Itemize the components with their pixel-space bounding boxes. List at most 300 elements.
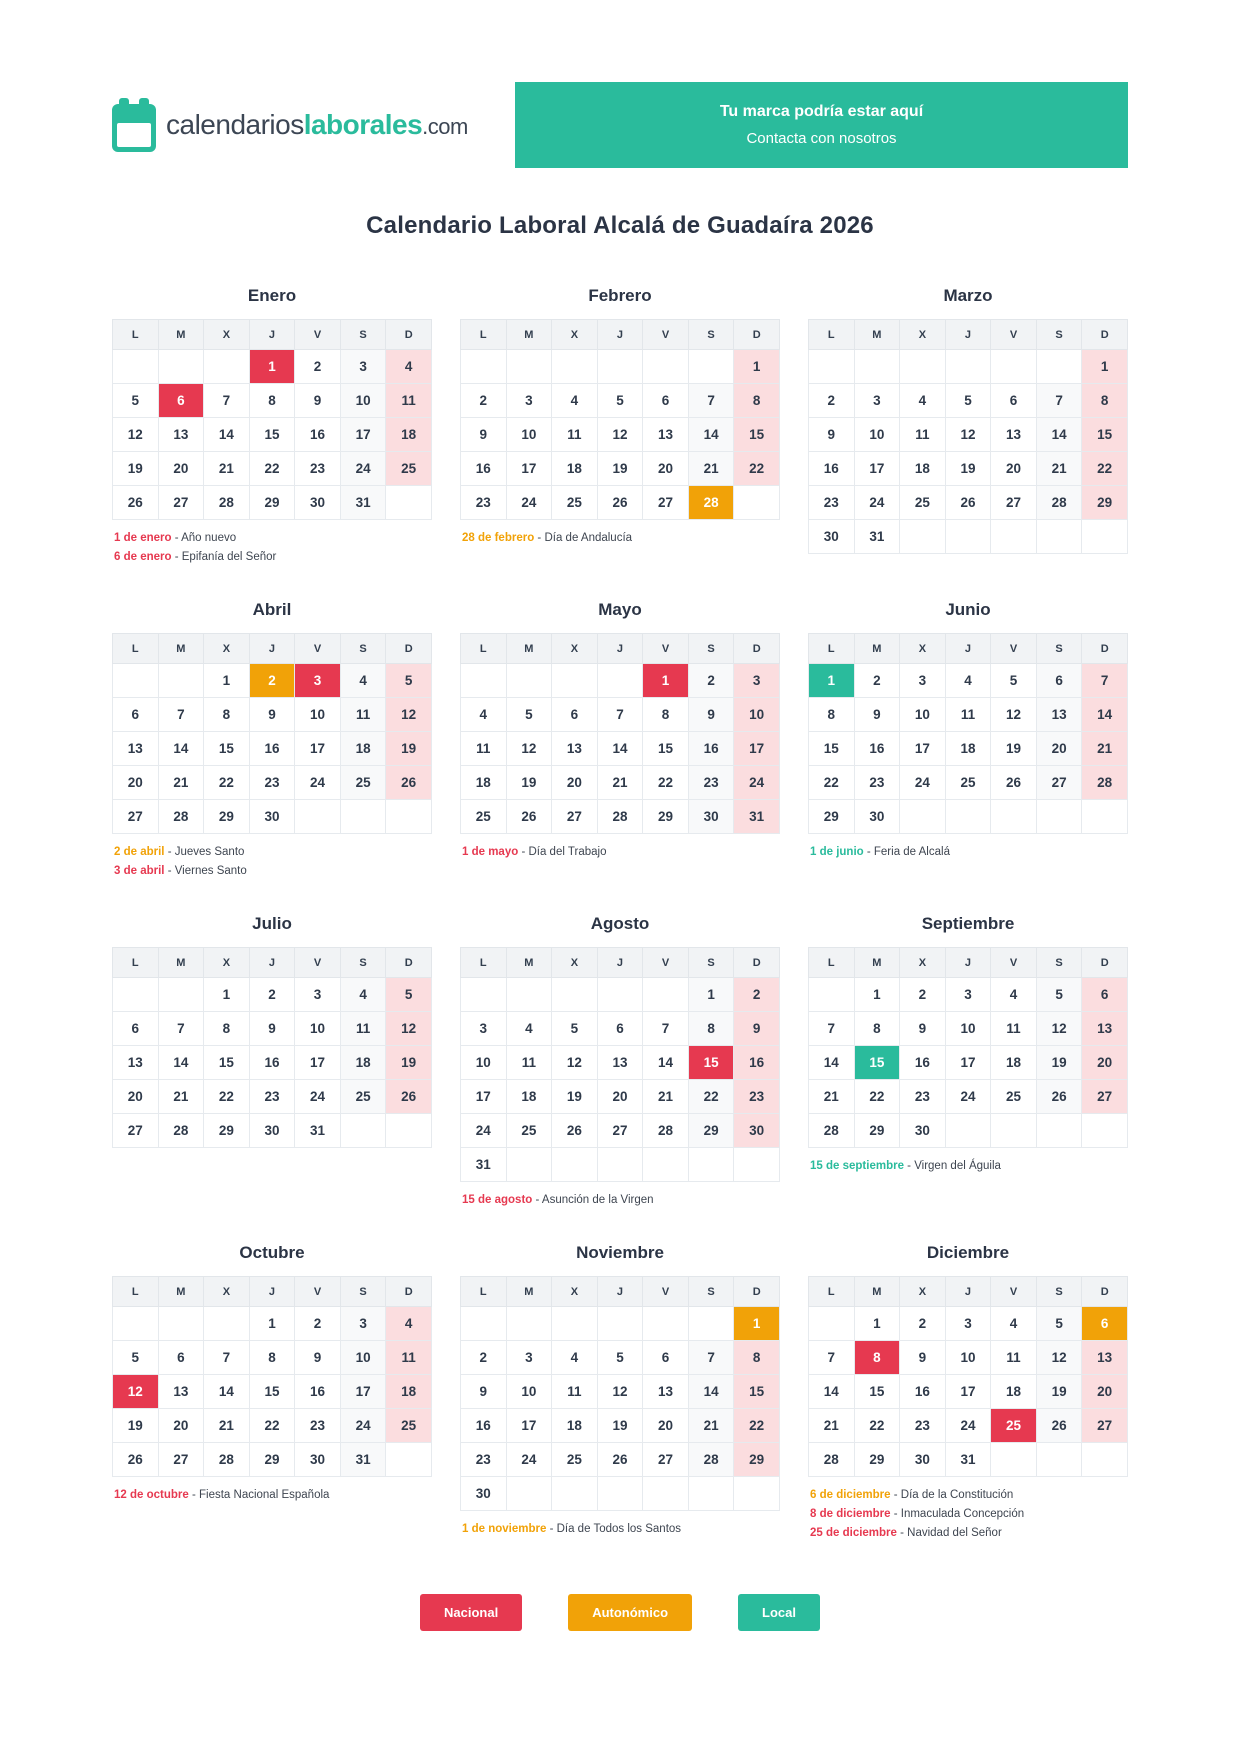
- month-agosto: [460, 914, 780, 1213]
- day-cell: 1: [204, 978, 250, 1012]
- day-cell: [552, 1307, 598, 1341]
- weekday-header: S: [340, 320, 386, 350]
- day-cell: 3: [854, 384, 900, 418]
- day-cell: 3: [506, 1341, 552, 1375]
- day-cell: 18: [900, 452, 946, 486]
- month-notes: [808, 1160, 1128, 1172]
- weekday-header: X: [900, 948, 946, 978]
- day-cell: 31: [854, 520, 900, 554]
- site-logo[interactable]: [112, 98, 468, 152]
- day-cell: [158, 664, 204, 698]
- banner-headline: Tu marca podría estar aquí: [719, 103, 924, 120]
- day-cell: 23: [809, 486, 855, 520]
- day-cell: 29: [688, 1114, 734, 1148]
- day-cell: [386, 1114, 432, 1148]
- month-febrero: [460, 286, 780, 570]
- day-cell: 4: [386, 350, 432, 384]
- holiday-note-description: - Viernes Santo: [164, 865, 247, 877]
- day-cell: 25: [386, 1409, 432, 1443]
- weekday-header: D: [734, 320, 780, 350]
- day-cell: [734, 1477, 780, 1511]
- day-cell: 6: [1036, 664, 1082, 698]
- legend: [112, 1594, 1128, 1631]
- day-cell: 6: [991, 384, 1037, 418]
- day-cell: 20: [1082, 1046, 1128, 1080]
- day-cell: 5: [113, 384, 159, 418]
- promo-banner[interactable]: [515, 82, 1128, 168]
- day-cell: 10: [506, 418, 552, 452]
- day-cell: 24: [945, 1080, 991, 1114]
- day-cell: 8: [643, 698, 689, 732]
- weekday-header: X: [552, 948, 598, 978]
- banner-contact-link[interactable]: Contacta con nosotros: [746, 130, 897, 147]
- month-title: Diciembre: [926, 1243, 1010, 1262]
- day-cell: 24: [900, 766, 946, 800]
- calendar-logo-face: [117, 123, 151, 147]
- weekday-header: M: [506, 634, 552, 664]
- day-cell: 2: [461, 384, 507, 418]
- day-cell: 8: [734, 384, 780, 418]
- day-cell: 1: [204, 664, 250, 698]
- day-cell: 18: [506, 1080, 552, 1114]
- day-cell: [158, 978, 204, 1012]
- day-cell: 12: [113, 418, 159, 452]
- day-cell: 22: [734, 1409, 780, 1443]
- holiday-note-date: 8 de diciembre: [810, 1508, 891, 1520]
- holiday-note: [810, 1489, 1128, 1501]
- day-cell: 16: [809, 452, 855, 486]
- day-cell: 22: [1082, 452, 1128, 486]
- weekday-header: J: [597, 948, 643, 978]
- day-cell: 27: [552, 800, 598, 834]
- day-cell: 20: [643, 1409, 689, 1443]
- day-cell: 11: [386, 384, 432, 418]
- day-cell: 15: [734, 418, 780, 452]
- month-notes: [112, 846, 432, 877]
- legend-autonomico-button[interactable]: Autonómico: [568, 1594, 692, 1631]
- holiday-note: [462, 846, 780, 858]
- month-notes: [808, 1489, 1128, 1539]
- day-cell: [854, 350, 900, 384]
- day-cell: 5: [386, 664, 432, 698]
- holiday-note-description: - Año nuevo: [171, 532, 237, 544]
- day-cell: 13: [1082, 1012, 1128, 1046]
- day-cell: 31: [945, 1443, 991, 1477]
- day-cell: [945, 800, 991, 834]
- day-cell: 4: [506, 1012, 552, 1046]
- weekday-header: J: [597, 634, 643, 664]
- day-cell: [991, 520, 1037, 554]
- holiday-note-date: 6 de diciembre: [810, 1489, 891, 1501]
- day-cell: [552, 350, 598, 384]
- holiday-note: [462, 532, 780, 544]
- holiday-note-date: 6 de enero: [114, 551, 172, 563]
- day-cell: 17: [340, 418, 386, 452]
- day-cell: 13: [643, 418, 689, 452]
- day-cell: [158, 350, 204, 384]
- holiday-note-description: - Feria de Alcalá: [863, 846, 950, 858]
- day-cell: 8: [249, 1341, 295, 1375]
- day-cell: 30: [461, 1477, 507, 1511]
- day-cell: 21: [688, 452, 734, 486]
- day-cell: [386, 800, 432, 834]
- day-cell: 5: [991, 664, 1037, 698]
- day-cell: 25: [340, 766, 386, 800]
- day-cell: 15: [204, 732, 250, 766]
- holiday-note-description: - Asunción de la Virgen: [532, 1194, 654, 1206]
- weekday-header: X: [552, 1277, 598, 1307]
- month-calendar: [112, 1276, 432, 1477]
- month-octubre: [112, 1243, 432, 1546]
- day-cell: 9: [900, 1012, 946, 1046]
- day-cell: 18: [991, 1046, 1037, 1080]
- day-cell: [900, 350, 946, 384]
- day-cell: 14: [688, 1375, 734, 1409]
- day-cell: 14: [688, 418, 734, 452]
- weekday-header: M: [506, 1277, 552, 1307]
- day-cell: 20: [113, 1080, 159, 1114]
- day-cell: [1036, 520, 1082, 554]
- day-cell: 12: [597, 1375, 643, 1409]
- day-cell: 24: [340, 452, 386, 486]
- day-cell: 9: [249, 1012, 295, 1046]
- day-cell: 21: [204, 1409, 250, 1443]
- weekday-header: D: [1082, 1277, 1128, 1307]
- day-cell: 13: [113, 732, 159, 766]
- day-cell: 25: [386, 452, 432, 486]
- day-cell: 13: [991, 418, 1037, 452]
- day-cell: 30: [734, 1114, 780, 1148]
- holiday-note-description: - Jueves Santo: [164, 846, 245, 858]
- day-cell: [461, 978, 507, 1012]
- day-cell: 21: [643, 1080, 689, 1114]
- day-cell: 10: [854, 418, 900, 452]
- day-cell: 9: [900, 1341, 946, 1375]
- day-cell: 26: [113, 1443, 159, 1477]
- day-cell: 6: [158, 384, 204, 418]
- day-cell: 10: [945, 1012, 991, 1046]
- legend-local-button[interactable]: Local: [738, 1594, 820, 1631]
- day-cell: 22: [249, 1409, 295, 1443]
- day-cell: 22: [854, 1080, 900, 1114]
- day-cell: 10: [945, 1341, 991, 1375]
- day-cell: 15: [1082, 418, 1128, 452]
- holiday-note-description: - Fiesta Nacional Española: [188, 1489, 330, 1501]
- day-cell: 10: [340, 1341, 386, 1375]
- weekday-header: M: [158, 320, 204, 350]
- day-cell: 30: [249, 800, 295, 834]
- holiday-note: [810, 1527, 1128, 1539]
- months-grid: [112, 286, 1128, 1546]
- day-cell: 28: [1036, 486, 1082, 520]
- day-cell: 19: [597, 452, 643, 486]
- weekday-header: S: [688, 1277, 734, 1307]
- day-cell: 11: [506, 1046, 552, 1080]
- weekday-header: J: [249, 948, 295, 978]
- weekday-header: J: [249, 320, 295, 350]
- day-cell: 18: [386, 418, 432, 452]
- day-cell: 9: [809, 418, 855, 452]
- day-cell: [945, 350, 991, 384]
- holiday-note-description: - Día de Todos los Santos: [546, 1523, 682, 1535]
- weekday-header: V: [295, 634, 341, 664]
- day-cell: 18: [552, 452, 598, 486]
- month-title: Abril: [252, 600, 292, 619]
- day-cell: 12: [1036, 1341, 1082, 1375]
- day-cell: [113, 350, 159, 384]
- holiday-note: [810, 846, 1128, 858]
- holiday-note-description: - Virgen del Águila: [903, 1160, 1001, 1172]
- day-cell: [945, 1114, 991, 1148]
- day-cell: 13: [1036, 698, 1082, 732]
- day-cell: [1082, 800, 1128, 834]
- day-cell: 27: [597, 1114, 643, 1148]
- logo-text-laborales: laborales: [303, 109, 423, 140]
- day-cell: 5: [945, 384, 991, 418]
- holiday-note-date: 25 de diciembre: [810, 1527, 897, 1539]
- holiday-note-date: 1 de junio: [810, 846, 864, 858]
- weekday-header: V: [991, 1277, 1037, 1307]
- holiday-note: [114, 865, 432, 877]
- day-cell: 19: [506, 766, 552, 800]
- day-cell: [734, 486, 780, 520]
- day-cell: 12: [386, 1012, 432, 1046]
- day-cell: 28: [597, 800, 643, 834]
- day-cell: 21: [158, 766, 204, 800]
- weekday-header: X: [204, 634, 250, 664]
- month-notes: [460, 846, 780, 858]
- weekday-header: S: [340, 948, 386, 978]
- holiday-note-description: - Día de Andalucía: [534, 532, 633, 544]
- day-cell: 5: [597, 384, 643, 418]
- month-septiembre: [808, 914, 1128, 1213]
- day-cell: 23: [295, 1409, 341, 1443]
- weekday-header: M: [506, 320, 552, 350]
- day-cell: 28: [1082, 766, 1128, 800]
- day-cell: 23: [900, 1409, 946, 1443]
- day-cell: 8: [249, 384, 295, 418]
- day-cell: 9: [295, 384, 341, 418]
- day-cell: [552, 1148, 598, 1182]
- weekday-header: D: [386, 320, 432, 350]
- day-cell: [1036, 1114, 1082, 1148]
- day-cell: 1: [249, 350, 295, 384]
- day-cell: [945, 520, 991, 554]
- day-cell: 29: [204, 1114, 250, 1148]
- day-cell: 7: [643, 1012, 689, 1046]
- day-cell: 6: [1082, 1307, 1128, 1341]
- weekday-header: L: [113, 948, 159, 978]
- month-calendar: [460, 1276, 780, 1511]
- day-cell: 25: [340, 1080, 386, 1114]
- weekday-header: S: [1036, 320, 1082, 350]
- day-cell: 4: [461, 698, 507, 732]
- day-cell: 25: [552, 486, 598, 520]
- day-cell: 29: [854, 1114, 900, 1148]
- day-cell: 11: [900, 418, 946, 452]
- day-cell: 30: [809, 520, 855, 554]
- day-cell: 15: [688, 1046, 734, 1080]
- day-cell: 13: [158, 1375, 204, 1409]
- day-cell: 30: [295, 486, 341, 520]
- day-cell: 3: [295, 664, 341, 698]
- weekday-header: M: [158, 948, 204, 978]
- day-cell: [552, 978, 598, 1012]
- day-cell: 27: [1082, 1409, 1128, 1443]
- day-cell: 18: [945, 732, 991, 766]
- day-cell: [643, 1477, 689, 1511]
- day-cell: 29: [249, 1443, 295, 1477]
- day-cell: 6: [643, 1341, 689, 1375]
- day-cell: 1: [1082, 350, 1128, 384]
- weekday-header: M: [854, 634, 900, 664]
- day-cell: 7: [1036, 384, 1082, 418]
- day-cell: 5: [597, 1341, 643, 1375]
- day-cell: 21: [597, 766, 643, 800]
- day-cell: 17: [945, 1046, 991, 1080]
- day-cell: 24: [945, 1409, 991, 1443]
- day-cell: [158, 1307, 204, 1341]
- weekday-header: L: [113, 634, 159, 664]
- day-cell: 27: [113, 800, 159, 834]
- day-cell: 22: [854, 1409, 900, 1443]
- day-cell: 27: [1036, 766, 1082, 800]
- month-title: Marzo: [943, 286, 993, 305]
- day-cell: 16: [688, 732, 734, 766]
- day-cell: 29: [809, 800, 855, 834]
- holiday-note-date: 1 de mayo: [462, 846, 519, 858]
- holiday-note-description: - Día del Trabajo: [518, 846, 607, 858]
- day-cell: 14: [597, 732, 643, 766]
- day-cell: 11: [461, 732, 507, 766]
- weekday-header: J: [597, 320, 643, 350]
- day-cell: 3: [506, 384, 552, 418]
- weekday-header: V: [643, 1277, 689, 1307]
- day-cell: 3: [945, 1307, 991, 1341]
- day-cell: 26: [991, 766, 1037, 800]
- weekday-header: X: [204, 948, 250, 978]
- holiday-note-description: - Día de la Constitución: [890, 1489, 1014, 1501]
- day-cell: 8: [734, 1341, 780, 1375]
- holiday-note: [114, 551, 432, 563]
- day-cell: 30: [854, 800, 900, 834]
- day-cell: 27: [113, 1114, 159, 1148]
- weekday-header: V: [991, 948, 1037, 978]
- day-cell: 27: [643, 1443, 689, 1477]
- day-cell: 16: [461, 1409, 507, 1443]
- day-cell: 5: [1036, 1307, 1082, 1341]
- day-cell: 28: [809, 1114, 855, 1148]
- holiday-note-description: - Navidad del Señor: [896, 1527, 1002, 1539]
- day-cell: 17: [506, 1409, 552, 1443]
- day-cell: 25: [552, 1443, 598, 1477]
- day-cell: 19: [597, 1409, 643, 1443]
- day-cell: 7: [158, 698, 204, 732]
- day-cell: 4: [900, 384, 946, 418]
- day-cell: 5: [1036, 978, 1082, 1012]
- day-cell: 4: [340, 978, 386, 1012]
- month-calendar: [808, 947, 1128, 1148]
- day-cell: [597, 1307, 643, 1341]
- month-junio: [808, 600, 1128, 884]
- day-cell: 18: [552, 1409, 598, 1443]
- day-cell: 15: [809, 732, 855, 766]
- day-cell: 17: [295, 1046, 341, 1080]
- weekday-header: J: [945, 320, 991, 350]
- day-cell: 5: [552, 1012, 598, 1046]
- day-cell: 22: [809, 766, 855, 800]
- weekday-header: D: [734, 1277, 780, 1307]
- day-cell: 1: [734, 1307, 780, 1341]
- day-cell: 14: [1082, 698, 1128, 732]
- day-cell: 15: [643, 732, 689, 766]
- weekday-header: V: [295, 1277, 341, 1307]
- holiday-note-date: 28 de febrero: [462, 532, 535, 544]
- holiday-note: [810, 1508, 1128, 1520]
- day-cell: 19: [1036, 1046, 1082, 1080]
- day-cell: 22: [734, 452, 780, 486]
- day-cell: 3: [945, 978, 991, 1012]
- day-cell: 6: [113, 698, 159, 732]
- month-calendar: [460, 319, 780, 520]
- day-cell: 13: [597, 1046, 643, 1080]
- day-cell: 13: [158, 418, 204, 452]
- day-cell: 16: [249, 1046, 295, 1080]
- month-calendar: [112, 947, 432, 1148]
- day-cell: 16: [295, 418, 341, 452]
- holiday-note-date: 12 de octubre: [114, 1489, 189, 1501]
- day-cell: 7: [204, 1341, 250, 1375]
- month-abril: [112, 600, 432, 884]
- day-cell: 31: [734, 800, 780, 834]
- month-notes: [808, 846, 1128, 858]
- month-title: Febrero: [588, 286, 652, 305]
- day-cell: [991, 800, 1037, 834]
- day-cell: 7: [158, 1012, 204, 1046]
- day-cell: 11: [991, 1341, 1037, 1375]
- day-cell: 10: [295, 698, 341, 732]
- day-cell: 2: [854, 664, 900, 698]
- day-cell: 9: [461, 1375, 507, 1409]
- day-cell: [734, 1148, 780, 1182]
- weekday-header: X: [900, 1277, 946, 1307]
- day-cell: 4: [552, 384, 598, 418]
- day-cell: [340, 1114, 386, 1148]
- day-cell: 26: [1036, 1080, 1082, 1114]
- day-cell: [386, 486, 432, 520]
- legend-nacional-button[interactable]: Nacional: [420, 1594, 522, 1631]
- day-cell: 14: [204, 1375, 250, 1409]
- day-cell: 13: [1082, 1341, 1128, 1375]
- day-cell: 10: [295, 1012, 341, 1046]
- day-cell: 30: [900, 1114, 946, 1148]
- day-cell: 31: [340, 1443, 386, 1477]
- day-cell: 24: [734, 766, 780, 800]
- day-cell: 6: [643, 384, 689, 418]
- day-cell: 24: [461, 1114, 507, 1148]
- day-cell: 14: [809, 1046, 855, 1080]
- day-cell: [688, 1307, 734, 1341]
- day-cell: [900, 800, 946, 834]
- day-cell: 28: [204, 486, 250, 520]
- day-cell: 2: [688, 664, 734, 698]
- day-cell: 30: [688, 800, 734, 834]
- day-cell: 3: [734, 664, 780, 698]
- day-cell: 28: [204, 1443, 250, 1477]
- day-cell: 25: [991, 1409, 1037, 1443]
- day-cell: 19: [113, 452, 159, 486]
- day-cell: 14: [158, 732, 204, 766]
